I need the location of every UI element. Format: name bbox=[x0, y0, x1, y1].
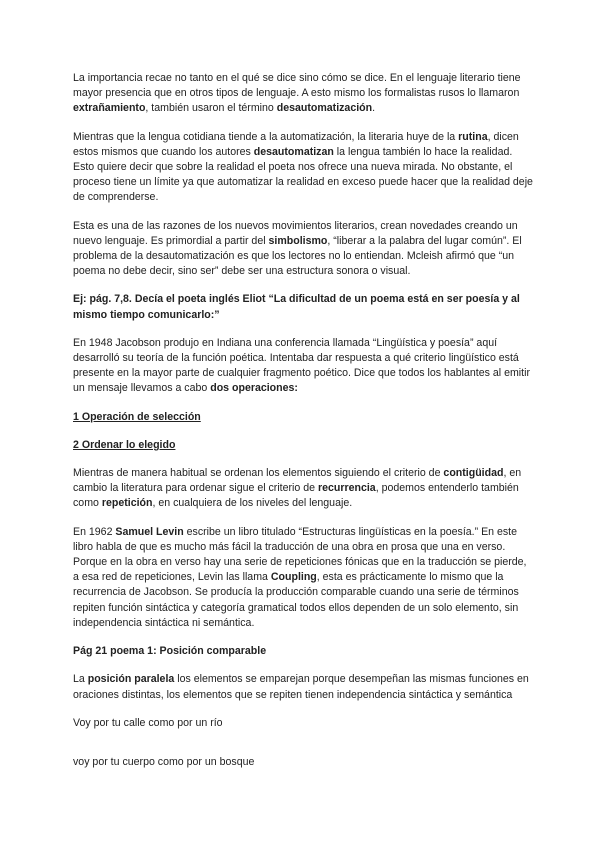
paragraph-extranamiento bbox=[73, 71, 533, 117]
heading-operacion-seleccion: 1 Operación de selección bbox=[73, 410, 201, 423]
bold-term: simbolismo bbox=[268, 234, 328, 247]
paragraph-levin bbox=[73, 525, 533, 631]
text-run: Mientras de manera habitual se ordenan los elementos siguiendo el criterio de bbox=[73, 467, 444, 480]
bold-term: posición paralela bbox=[87, 673, 175, 686]
text-run: , también usaron el término bbox=[145, 102, 277, 115]
paragraph-posicion-paralela bbox=[73, 672, 533, 702]
text-run: En 1962 bbox=[73, 525, 116, 538]
bold-term: recurrencia bbox=[317, 482, 376, 495]
text-run: . bbox=[372, 102, 376, 115]
heading-ordenar-elegido: 2 Ordenar lo elegido bbox=[73, 438, 176, 451]
bold-term: dos operaciones: bbox=[210, 382, 298, 395]
paragraph-contiguidad bbox=[73, 466, 533, 512]
text-run: , podemos entenderlo también como bbox=[73, 482, 519, 510]
text-run: los elementos se emparejan porque desempeñan las mismas funciones en oraciones distintas, los elementos que se repiten tienen independencia sintáctica y semántica bbox=[73, 673, 529, 701]
bold-term: Coupling bbox=[270, 571, 317, 584]
verse-line-1: Voy por tu calle como por un río bbox=[73, 716, 223, 729]
text-run: , en cualquiera de los niveles del lenguaje. bbox=[152, 497, 353, 510]
bold-term: desautomatizan bbox=[253, 145, 334, 158]
text-run: , “liberar a la palabra del lugar común”. El problema de la desautomatización es que los lectores no lo entiendan. Mcleish afirmó que “un poema no debe decir, sino ser” debe ser una estructura sonora o visual. bbox=[73, 234, 522, 278]
text-run: La bbox=[73, 673, 88, 686]
bold-term: repetición bbox=[101, 497, 153, 510]
text-run: , en cambio la literatura para ordenar sigue el criterio de bbox=[73, 467, 522, 495]
text-run: Mientras que la lengua cotidiana tiende a la automatización, la literaria huye de la bbox=[73, 130, 459, 143]
bold-term: Samuel Levin bbox=[115, 525, 184, 538]
bold-term: desautomatización bbox=[276, 102, 373, 115]
text-run: , dicen estos mismos que cuando los autores bbox=[73, 130, 519, 158]
text-run: Esta es una de las razones de los nuevos movimientos literarios, crean novedades creando un nuevo lenguaje. Es primordial a partir del bbox=[73, 219, 518, 247]
heading-eliot: Ej: pág. 7,8. Decía el poeta inglés Eliot “La dificultad de un poema está en ser poesía y al mismo tiempo comunicarlo:” bbox=[73, 293, 520, 321]
document-body bbox=[73, 71, 533, 794]
text-run: , esta es prácticamente lo mismo que la recurrencia de Jacobson. Se producía la producción comparable cuando una serie de términos repiten función sintáctica y categoría gramatical todos ellos dependen de un solo elemento, sin independencia sintáctica ni semántica. bbox=[73, 571, 519, 629]
text-run: escribe un libro titulado “Estructuras lingüísticas en la poesía.” En este libro habla de que es mucho más fácil la traducción de una obra en prosa que una en verso. Porque en la obra en verso hay una serie de repeticiones fónicas que en la traducción se pierde, a esa red de repeticiones, Levin las llama bbox=[73, 525, 527, 584]
verse-line-2: voy por tu cuerpo como por un bosque bbox=[73, 755, 255, 768]
bold-term: contigüidad bbox=[443, 467, 504, 480]
text-run: la lengua también lo hace la realidad. Esto quiere decir que sobre la realidad el poeta nos ofrece una nueva mirada. No obstante, el proceso tiene un límite ya que automatizar la realidad en exceso puede hacer que la realidad deje de comprenderse. bbox=[73, 145, 533, 204]
bold-term: rutina bbox=[458, 130, 488, 143]
paragraph-desautomatizacion bbox=[73, 130, 533, 206]
text-run: La importancia recae no tanto en el qué se dice sino cómo se dice. En el lenguaje literario tiene mayor presencia que en otros tipos de lenguaje. A esto mismo los formalistas rusos lo llamaron bbox=[73, 72, 521, 100]
text-run: En 1948 Jacobson produjo en Indiana una conferencia llamada “Lingüística y poesía” aquí desarrolló su teoría de la función poética. Intentaba dar respuesta a qué criterio lingüístico está presente en la mayor parte de cualquier fragmento poético. Dice que todos los hablantes al emitir un mensaje llevamos a cabo bbox=[73, 336, 530, 395]
paragraph-jacobson bbox=[73, 336, 533, 397]
bold-term: extrañamiento bbox=[73, 102, 146, 115]
paragraph-movimientos bbox=[73, 219, 533, 280]
heading-posicion-comparable: Pág 21 poema 1: Posición comparable bbox=[73, 645, 267, 658]
